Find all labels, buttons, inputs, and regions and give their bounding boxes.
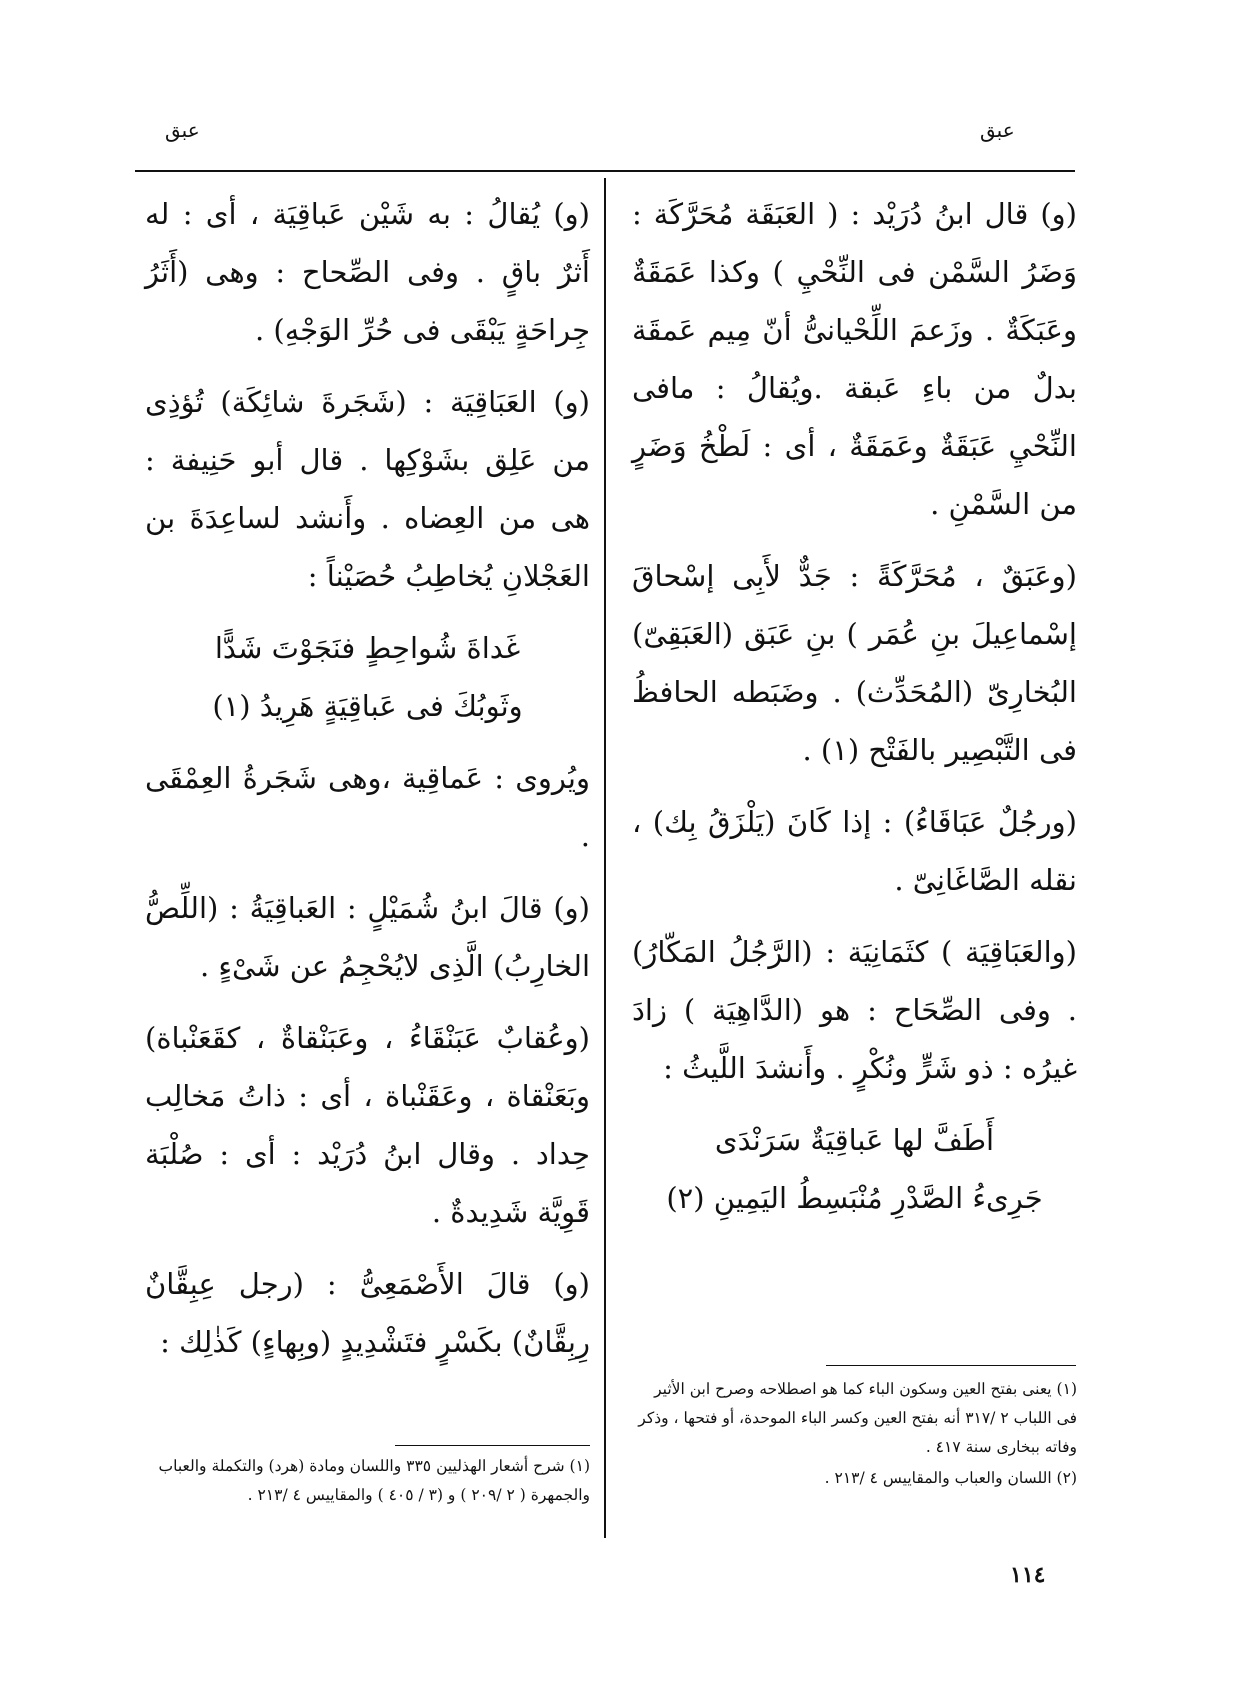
footnotes-left — [145, 1452, 590, 1512]
entry-paragraph: ويُروى : عَماقِية ،وهى شَجَرةُ العِمْقَى . — [145, 761, 590, 853]
verse-hemistich: وثَوبُكَ فى عَباقِيَةٍ هَرِيدُ (١) — [212, 689, 523, 723]
entry-paragraph: (ورجُلٌ عَبَاقَاءُ) : إذا كَانَ (يَلْزَقُ بِك) ، نقله الصَّاغَانِىّ . — [632, 805, 1077, 897]
footnotes-right — [632, 1375, 1077, 1495]
footnote-rule-left — [395, 1445, 590, 1446]
footnote: (١) شرح أشعار الهذليين ٣٣٥ واللسان ومادة (هرد) والتكملة والعباب والجمهرة ( ٢ /٢٠٩ ) و (٣ / ٤٠٥ ) والمقاييس ٤ /٢١٣ . — [158, 1457, 590, 1504]
verse-hemistich: غَداةَ شُواحِطٍ فنَجَوْتَ شَدًّا — [214, 631, 521, 665]
entry-paragraph: (وعُقابٌ عَبَنْقَاءُ ، وعَبَنْقاةٌ ، كقَعَنْباة) وبَعَنْقاة ، وعَقَنْباة ، أى : ذاتُ مَخالِب حِداد . وقال ابنُ دُرَيْد : أى : صُلْبَة قَوِيَّة شَدِيدةٌ . — [145, 1021, 590, 1229]
footnote-rule-right — [826, 1365, 1076, 1366]
entry-paragraph: (و) قالَ الأَصْمَعِىُّ : (رجل عِبِقَّانٌ رِبِقَّانٌ) بكَسْرٍ فتَشْدِيدٍ (وبِهاءٍ) كَذٰلِك : — [145, 1267, 590, 1359]
footnote: (٢) اللسان والعباب والمقاييس ٤ /٢١٣ . — [824, 1469, 1077, 1487]
page-number: ١١٤ — [1010, 1562, 1046, 1588]
entry-paragraph: (و) قالَ ابنُ شُمَيْلٍ : العَباقِيَةُ : (اللِّصُّ الخارِبُ) الَّذِى لايُحْجِمُ عن شَىْءٍ . — [145, 891, 590, 983]
entry-paragraph: (وعَبَقٌ ، مُحَرَّكَةً : جَدٌّ لأَبِى إسْحاقَ إسْماعِيلَ بنِ عُمَر ) بنِ عَبَق (العَبَقِىّ) البُخارِىّ (المُحَدِّث) . وضَبَطه الحافظُ فى التَّبْصِير بالفَتْح (١) . — [632, 559, 1077, 767]
header-rule — [135, 170, 1075, 172]
left-column — [145, 185, 590, 1385]
entry-paragraph: (و) العَبَاقِيَة : (شَجَرةَ شائِكَة) تُؤذِى من عَلِق بشَوْكِها . قال أبو حَنِيفة : هى من العِضاه . وأَنشد لساعِدَةَ بن العَجْلانِ يُخاطِبُ حُصَيْناً : — [145, 385, 590, 593]
entry-paragraph: (و) قال ابنُ دُرَيْد : ( العَبَقَة مُحَرَّكَة : وَضَرُ السَّمْن فى النِّحْيِ ) وكذا عَمَقَةٌ وعَبَكَةٌ . وزَعمَ اللِّحْيانىُّ أنّ مِيم عَمقَة بدلٌ من باءِ عَبقة .ويُقالُ : مافى النِّحْيِ عَبَقَةٌ وعَمَقَةٌ ، أى : لَطْخُ وَضَرٍ من السَّمْنِ . — [632, 197, 1077, 521]
entry-paragraph: (و) يُقالُ : به شَيْن عَباقِيَة ، أى : له أَثرٌ باقٍ . وفى الصِّحاح : وهى (أَثَرُ جِراحَةٍ يَبْقَى فى حُرِّ الوَجْهِ) . — [145, 197, 590, 347]
poem-verse — [145, 619, 590, 735]
running-head-left: عبق — [165, 118, 200, 142]
footnote: (١) يعنى بفتح العين وسكون الباء كما هو اصطلاحه وصرح ابن الأثير فى اللباب ٢ /٣١٧ أنه بفتح العين وكسر الباء الموحدة، أو فتحها ، وذكر وفاته ببخارى سنة ٤١٧ . — [638, 1380, 1077, 1456]
verse-hemistich: جَرِىءُ الصَّدْرِ مُنْبَسِطُ اليَمِينِ (٢) — [666, 1181, 1043, 1215]
running-head-right: عبق — [980, 118, 1015, 142]
poem-verse — [632, 1111, 1077, 1227]
verse-hemistich: أَطَفَّ لها عَباقِيَةٌ سَرَنْدَى — [714, 1123, 995, 1157]
right-column — [632, 185, 1077, 1241]
entry-paragraph: (والعَبَاقِيَة ) كثَمَانِيَة : (الرَّجُلُ المَكّارُ) . وفى الصِّحَاح : هو (الدَّاهِيَة ) زادَ غيرُه : ذو شَرٍّ ونُكْرٍ . وأَنشدَ اللَّيثُ : — [632, 935, 1077, 1085]
column-divider — [604, 178, 606, 1538]
